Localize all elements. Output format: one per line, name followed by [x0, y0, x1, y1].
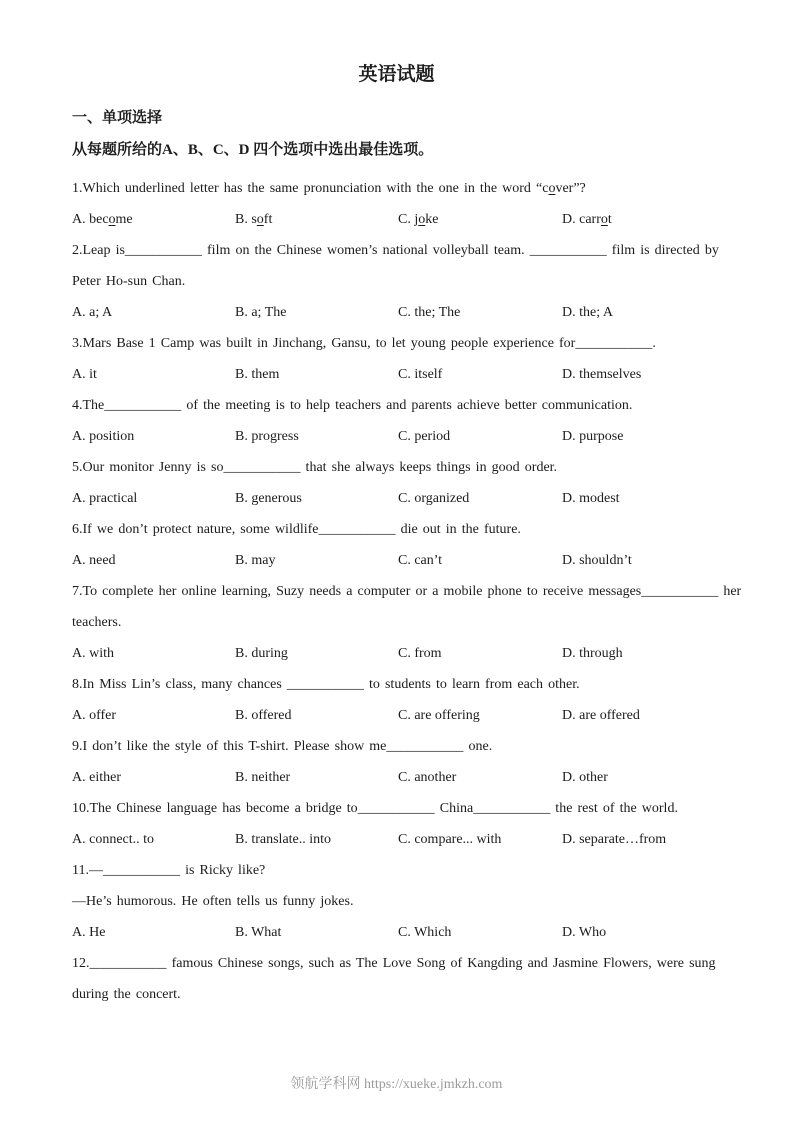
- question-7-option-a: A. with: [72, 646, 114, 661]
- question-3-option-d: D. themselves: [562, 367, 642, 382]
- question-11-option-d: D. Who: [562, 925, 607, 940]
- question-8: [72, 669, 721, 731]
- question-8-option-d: D. are offered: [562, 708, 640, 723]
- question-1-option-d: D. carrot: [562, 212, 612, 227]
- question-4-option-c: C. period: [398, 429, 451, 444]
- question-2-option-c: C. the; The: [398, 305, 461, 320]
- question-list: [72, 173, 742, 1010]
- page-title: 英语试题: [358, 64, 435, 85]
- question-11-option-a: A. He: [72, 925, 106, 940]
- watermark-text: 领航学科网 https://xueke.jmkzh.com: [290, 1077, 503, 1092]
- question-10-option-d: D. separate…from: [562, 832, 667, 847]
- section-heading: 一、单项选择: [72, 110, 163, 126]
- question-10-option-a: A. connect.. to: [72, 832, 155, 847]
- question-9-option-b: B. neither: [235, 770, 291, 785]
- question-2-options-row: [72, 297, 721, 328]
- question-9-options-row: [72, 762, 721, 793]
- question-10: [72, 793, 721, 855]
- question-6-options-row: [72, 545, 721, 576]
- question-3: [72, 328, 721, 390]
- question-4-stem-line: 4.The___________ of the meeting is to help teachers and parents achieve better communication.: [72, 398, 633, 413]
- question-9-option-a: A. either: [72, 770, 121, 785]
- question-5-option-a: A. practical: [72, 491, 138, 506]
- question-3-option-a: A. it: [72, 367, 97, 382]
- question-6-option-c: C. can’t: [398, 553, 443, 568]
- question-7: [72, 576, 742, 669]
- question-5-option-b: B. generous: [235, 491, 302, 506]
- question-12-stem-line: 12.___________ famous Chinese songs, such as The Love Song of Kangding and Jasmine Flowers, were sung: [72, 956, 716, 971]
- question-10-stem-line: 10.The Chinese language has become a bridge to___________ China___________ the rest of the world.: [72, 801, 678, 816]
- question-1-stem-line: 1.Which underlined letter has the same pronunciation with the one in the word “cover”?: [72, 181, 586, 196]
- question-3-options-row: [72, 359, 721, 390]
- question-1-option-b: B. soft: [235, 212, 273, 227]
- question-2-option-a: A. a; A: [72, 305, 113, 320]
- question-6-option-a: A. need: [72, 553, 116, 568]
- question-8-option-c: C. are offering: [398, 708, 480, 723]
- question-1-option-a: A. become: [72, 212, 133, 227]
- question-2-stem-line: 2.Leap is___________ film on the Chinese women’s national volleyball team. ___________ film is directed by: [72, 243, 719, 258]
- question-9-option-d: D. other: [562, 770, 608, 785]
- question-4-options-row: [72, 421, 721, 452]
- question-7-stem-line: teachers.: [72, 615, 122, 630]
- question-1-options-row: [72, 204, 721, 235]
- question-7-option-d: D. through: [562, 646, 623, 661]
- question-11: [72, 855, 721, 948]
- question-2-option-b: B. a; The: [235, 305, 287, 320]
- question-1-option-c: C. joke: [398, 212, 439, 227]
- question-9-option-c: C. another: [398, 770, 457, 785]
- question-11-option-b: B. What: [235, 925, 282, 940]
- question-1: [72, 173, 721, 235]
- question-7-option-b: B. during: [235, 646, 288, 661]
- question-8-option-b: B. offered: [235, 708, 292, 723]
- question-12-stem-line: during the concert.: [72, 987, 181, 1002]
- question-11-options-row: [72, 917, 721, 948]
- question-4-option-b: B. progress: [235, 429, 299, 444]
- question-10-options-row: [72, 824, 721, 855]
- question-11-stem-line: —He’s humorous. He often tells us funny jokes.: [72, 894, 354, 909]
- question-8-options-row: [72, 700, 721, 731]
- question-5-option-c: C. organized: [398, 491, 470, 506]
- question-4: [72, 390, 721, 452]
- question-8-option-a: A. offer: [72, 708, 117, 723]
- question-2-stem-line: Peter Ho-sun Chan.: [72, 274, 186, 289]
- page-footer: [0, 1076, 793, 1094]
- question-9: [72, 731, 721, 793]
- question-4-option-a: A. position: [72, 429, 135, 444]
- question-6-option-b: B. may: [235, 553, 276, 568]
- question-5-options-row: [72, 483, 721, 514]
- question-6: [72, 514, 721, 576]
- question-6-option-d: D. shouldn’t: [562, 553, 632, 568]
- question-7-stem-line: 7.To complete her online learning, Suzy needs a computer or a mobile phone to receive messages___________ her: [72, 584, 742, 599]
- question-9-stem-line: 9.I don’t like the style of this T-shirt. Please show me___________ one.: [72, 739, 493, 754]
- question-7-option-c: C. from: [398, 646, 442, 661]
- question-10-option-c: C. compare... with: [398, 832, 502, 847]
- question-2: [72, 235, 721, 328]
- question-8-stem-line: 8.In Miss Lin’s class, many chances ___________ to students to learn from each other.: [72, 677, 580, 692]
- question-11-stem-line: 11.—___________ is Ricky like?: [72, 863, 266, 878]
- question-3-option-b: B. them: [235, 367, 280, 382]
- question-7-options-row: [72, 638, 721, 669]
- question-2-option-d: D. the; A: [562, 305, 613, 320]
- question-12: [72, 948, 721, 1010]
- question-4-option-d: D. purpose: [562, 429, 624, 444]
- question-5-stem-line: 5.Our monitor Jenny is so___________ that she always keeps things in good order.: [72, 460, 558, 475]
- question-6-stem-line: 6.If we don’t protect nature, some wildlife___________ die out in the future.: [72, 522, 521, 537]
- question-5: [72, 452, 721, 514]
- question-5-option-d: D. modest: [562, 491, 620, 506]
- question-10-option-b: B. translate.. into: [235, 832, 332, 847]
- question-3-option-c: C. itself: [398, 367, 443, 382]
- question-11-option-c: C. Which: [398, 925, 452, 940]
- section-instruction: 从每题所给的A、B、C、D 四个选项中选出最佳选项。: [72, 142, 434, 158]
- question-3-stem-line: 3.Mars Base 1 Camp was built in Jinchang, Gansu, to let young people experience for___________.: [72, 336, 656, 351]
